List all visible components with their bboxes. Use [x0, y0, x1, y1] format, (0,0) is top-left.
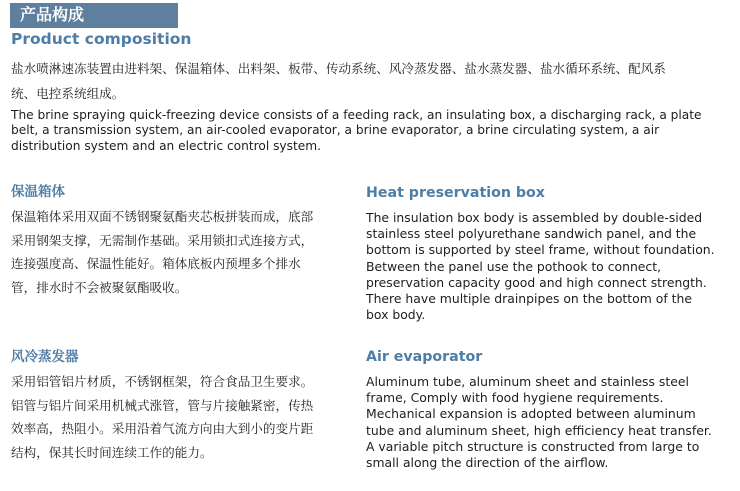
section-body-air-evaporator-en: Aluminum tube, aluminum sheet and stainless steel frame, Comply with food hygiene requirements. Mechanical expansion is adopted between aluminum tube and aluminum sheet, high efficiency heat transfer. A variable pitch structure is constructed from large to small along the direction of the airflow. [366, 374, 712, 471]
section-heading-air-evaporator-cn: 风冷蒸发器 [11, 349, 79, 365]
intro-text-en: The brine spraying quick-freezing device consists of a feeding rack, an insulating box, a discharging rack, a plate belt, a transmission system, an air-cooled evaporator, a brine evaporator, a brine circulating system, a air distribution system and an electric control system. [11, 108, 702, 153]
section-body-insulation-box-cn: 保温箱体采用双面不锈钢聚氨酯夹芯板拼装而成，底部采用钢架支撑，无需制作基础。采用锁扣式连接方式，连接强度高、保温性能好。箱体底板内预埋多个排水管，排水时不会被聚氨酯吸收。 [11, 209, 314, 295]
page-title-en: Product composition [11, 30, 192, 48]
section-heading-insulation-box-cn: 保温箱体 [11, 184, 65, 200]
section-body-insulation-box-en: The insulation box body is assembled by double-sided stainless steel polyurethane sandwich panel, and the bottom is supported by steel frame, without foundation. Between the panel use the pothook to connect, preservation capacity good and high connect strength. There have multiple drainpipes on the bottom of the box body. [366, 210, 715, 323]
page-title-cn: 产品构成 [20, 5, 85, 24]
section-body-air-evaporator-cn: 采用铝管铝片材质，不锈钢框架，符合食品卫生要求。铝管与铝片间采用机械式涨管，管与片接触紧密，传热效率高，热阻小。采用沿着气流方向由大到小的变片距结构，保其长时间连续工作的能力。 [11, 374, 314, 460]
section-heading-air-evaporator-en: Air evaporator [366, 349, 483, 365]
section-heading-insulation-box-en: Heat preservation box [366, 185, 545, 201]
intro-text-cn: 盐水喷淋速冻装置由进料架、保温箱体、出料架、板带、传动系统、风冷蒸发器、盐水蒸发器、盐水循环系统、配风系统、电控系统组成。 [11, 61, 666, 101]
